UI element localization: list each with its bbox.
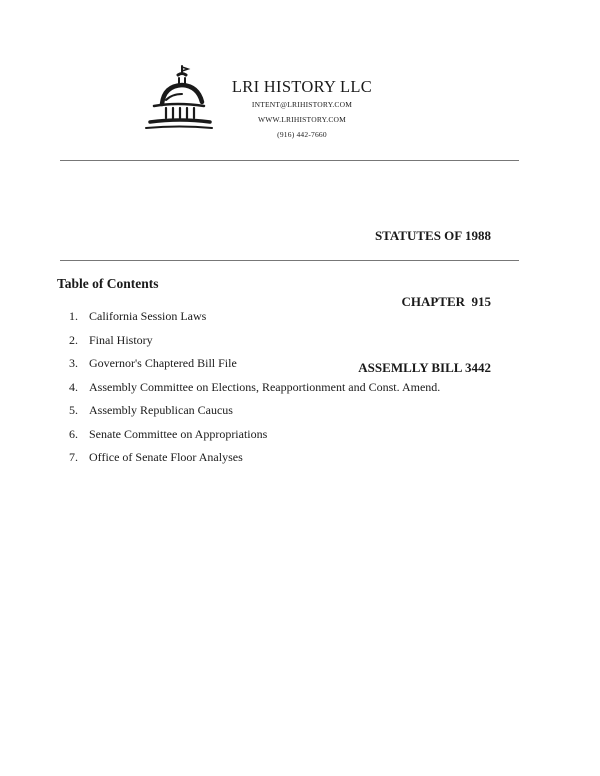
toc-list — [69, 305, 440, 470]
toc-item — [69, 329, 440, 353]
toc-item-number: 3. — [69, 356, 78, 370]
toc-item — [69, 423, 440, 447]
toc-item-label: Governor's Chaptered Bill File — [89, 356, 237, 370]
toc-item — [69, 446, 440, 470]
header-divider — [60, 160, 519, 161]
toc-item-label: California Session Laws — [89, 309, 207, 323]
toc-heading: Table of Contents — [57, 276, 159, 291]
toc-item-label: Office of Senate Floor Analyses — [89, 450, 243, 464]
toc-item-label: Assembly Republican Caucus — [89, 403, 233, 417]
toc-item-number: 2. — [69, 332, 78, 347]
toc-item-number: 5. — [69, 403, 78, 417]
toc-item-number: 7. — [69, 450, 78, 464]
toc-item-number: 4. — [69, 379, 78, 394]
toc-item-number: 6. — [69, 426, 78, 441]
toc-item-number: 1. — [69, 309, 78, 323]
contact-website: WWW.LRIHISTORY.COM — [257, 115, 347, 124]
capitol-dome-icon — [142, 64, 214, 136]
section-divider — [60, 260, 519, 261]
toc-item — [69, 305, 440, 329]
toc-item — [69, 376, 440, 400]
contact-email: INTENT@LRIHISTORY.COM — [251, 100, 353, 109]
contact-phone: (916) 442-7660 — [277, 130, 327, 139]
toc-item-label: Senate Committee on Appropriations — [89, 426, 268, 441]
toc-item — [69, 352, 440, 376]
company-name: LRI HISTORY LLC — [231, 77, 373, 96]
toc-item-label: Assembly Committee on Elections, Reapportionment and Const. Amend. — [89, 379, 441, 394]
statute-chapter: CHAPTER 915 — [401, 294, 491, 309]
statute-year: STATUTES OF 1988 — [374, 228, 491, 243]
toc-item-label: Final History — [89, 332, 153, 347]
statute-bill: ASSEMLLY BILL 3442 — [358, 360, 491, 375]
toc-item — [69, 399, 440, 423]
